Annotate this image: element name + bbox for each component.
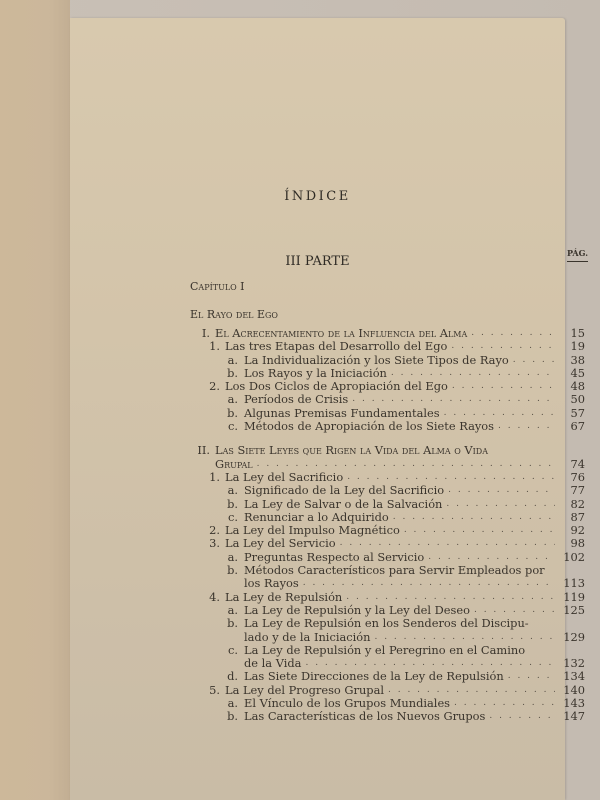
entry-title: Algunas Premisas Fundamentales — [244, 405, 440, 420]
entry-title: La Ley del Impulso Magnético — [225, 523, 400, 538]
entry-page: 50 — [570, 392, 585, 407]
toc-entry-continuation — [192, 631, 585, 644]
entry-number: a. — [227, 602, 238, 617]
leader-dots — [352, 393, 555, 406]
toc-entry-continuation — [192, 577, 585, 590]
toc-entry — [192, 604, 585, 617]
entry-number: b. — [227, 563, 238, 578]
toc-entry — [192, 393, 585, 406]
leader-dots — [388, 684, 555, 697]
leader-dots — [508, 670, 555, 683]
entry-number: a. — [227, 483, 238, 498]
page-title: ÍNDICE — [284, 189, 351, 204]
entry-number: b. — [227, 709, 238, 724]
entry-number: 2. — [209, 379, 220, 394]
entry-page: 125 — [563, 602, 585, 617]
entry-page: 15 — [570, 326, 585, 340]
entry-title: La Individualización y los Siete Tipos de Rayo — [244, 352, 509, 367]
leader-dots — [451, 340, 555, 353]
toc-entry — [192, 644, 585, 657]
leader-dots — [257, 458, 555, 471]
entry-title: Los Rayos y la Iniciación — [244, 365, 387, 380]
leader-dots — [452, 380, 555, 393]
entry-title-continuation: lado y de la Iniciación — [244, 629, 371, 644]
entry-page: 119 — [563, 589, 585, 604]
part-heading: III PARTE — [285, 254, 350, 269]
entry-page: 147 — [563, 709, 585, 724]
left-page-edge — [0, 0, 70, 800]
entry-title: El Vínculo de los Grupos Mundiales — [244, 696, 451, 711]
entry-title: Métodos Característicos para Servir Empleados por — [244, 563, 545, 578]
entry-title-continuation: los Rayos — [244, 576, 299, 591]
entry-number: I. — [201, 326, 210, 340]
entry-page: 92 — [570, 523, 585, 538]
entry-page: 77 — [570, 483, 585, 498]
leader-dots — [489, 710, 555, 723]
entry-number: a. — [227, 549, 238, 564]
entry-title: La Ley del Servicio — [225, 536, 336, 551]
leader-dots — [303, 577, 555, 590]
entry-title: Las Características de los Nuevos Grupos — [244, 709, 486, 724]
entry-page: 76 — [570, 469, 585, 484]
entry-number: b. — [227, 365, 238, 380]
entry-page: 113 — [563, 576, 585, 591]
toc-entry-continuation — [192, 657, 585, 670]
entry-number: 2. — [209, 523, 220, 538]
entry-page: 134 — [563, 669, 585, 684]
entry-page: 57 — [570, 405, 585, 420]
entry-title: Significado de la Ley del Sacrificio — [244, 483, 445, 498]
entry-page: 140 — [563, 682, 585, 697]
toc-entry — [192, 420, 585, 433]
entry-page: 129 — [563, 629, 585, 644]
entry-title: Las tres Etapas del Desarrollo del Ego — [225, 339, 448, 354]
toc-entry — [192, 498, 585, 511]
toc-entry — [192, 340, 585, 353]
entry-page: 19 — [570, 339, 585, 354]
leader-dots — [340, 537, 555, 550]
toc-entry — [192, 591, 585, 604]
toc-entry — [192, 511, 585, 524]
toc-entry — [192, 471, 585, 484]
entry-number: c. — [227, 509, 238, 524]
entry-title: Las Siete Leyes que Rigen la Vida del Alma o Vida — [215, 443, 488, 458]
leader-dots — [471, 327, 555, 340]
table-of-contents — [192, 327, 585, 724]
entry-page: 98 — [570, 536, 585, 551]
entry-number: 1. — [209, 339, 220, 354]
entry-title: Períodos de Crisis — [244, 392, 349, 407]
leader-dots — [446, 498, 555, 511]
entry-title: La Ley de Repulsión y el Peregrino en el Camino — [244, 642, 526, 657]
entry-title: Métodos de Apropiación de los Siete Rayos — [244, 419, 495, 434]
toc-entry — [192, 524, 585, 537]
leader-dots — [498, 420, 555, 433]
leader-dots — [347, 471, 555, 484]
toc-entry — [192, 670, 585, 683]
leader-dots — [428, 551, 555, 564]
chapter-heading: Capítulo I — [190, 280, 245, 293]
entry-title: Las Siete Direcciones de la Ley de Repulsión — [244, 669, 504, 684]
entry-number: 3. — [209, 536, 220, 551]
entry-title: El Acrecentamiento de la Influencia del Alma — [215, 326, 468, 340]
entry-title: La Ley de Repulsión y la Ley del Deseo — [244, 602, 470, 617]
entry-title: La Ley del Progreso Grupal — [225, 682, 385, 697]
entry-number: b. — [227, 405, 238, 420]
entry-page: 48 — [570, 379, 585, 394]
toc-entry — [192, 697, 585, 710]
leader-dots — [448, 484, 555, 497]
entry-page: 143 — [563, 696, 585, 711]
leader-dots — [393, 511, 555, 524]
entry-page: 38 — [570, 352, 585, 367]
entry-number: d. — [227, 669, 238, 684]
entry-number: a. — [227, 352, 238, 367]
entry-title: La Ley de Repulsión — [225, 589, 343, 604]
page-column-label: PÁG. — [567, 248, 588, 262]
book-page — [70, 18, 588, 800]
toc-entry — [192, 327, 585, 340]
leader-dots — [346, 591, 555, 604]
entry-page: 102 — [563, 549, 585, 564]
entry-number: b. — [227, 496, 238, 511]
entry-title: Renunciar a lo Adquirido — [244, 509, 389, 524]
entry-page: 45 — [570, 365, 585, 380]
toc-entry — [192, 367, 585, 380]
entry-number: II. — [197, 443, 210, 458]
entry-title: La Ley de Repulsión en los Senderos del Discipu- — [244, 616, 529, 631]
toc-entry — [192, 380, 585, 393]
entry-page: 67 — [570, 419, 585, 434]
toc-entry-continuation — [192, 458, 585, 471]
leader-dots — [444, 407, 555, 420]
toc-entry — [192, 564, 585, 577]
toc-entry — [192, 551, 585, 564]
leader-dots — [513, 354, 555, 367]
entry-number: 1. — [209, 469, 220, 484]
entry-title: Los Dos Ciclos de Apropiación del Ego — [225, 379, 448, 394]
leader-dots — [454, 697, 555, 710]
entry-title: La Ley de Salvar o de la Salvación — [244, 496, 443, 511]
entry-number: a. — [227, 696, 238, 711]
entry-number: b. — [227, 616, 238, 631]
leader-dots — [474, 604, 555, 617]
toc-entry — [192, 354, 585, 367]
entry-number: 4. — [209, 589, 220, 604]
toc-entry — [192, 444, 585, 457]
toc-entry — [192, 484, 585, 497]
entry-number: a. — [227, 392, 238, 407]
leader-dots — [374, 631, 555, 644]
entry-title: Preguntas Respecto al Servicio — [244, 549, 425, 564]
leader-dots — [391, 367, 555, 380]
entry-title: La Ley del Sacrificio — [225, 469, 344, 484]
entry-number: c. — [227, 642, 238, 657]
toc-entry — [192, 710, 585, 723]
toc-entry — [192, 684, 585, 697]
entry-page: 132 — [563, 656, 585, 671]
toc-entry — [192, 537, 585, 550]
entry-page: 87 — [570, 509, 585, 524]
entry-page: 82 — [570, 496, 585, 511]
leader-dots — [305, 657, 555, 670]
leader-dots — [404, 524, 555, 537]
entry-page: 74 — [570, 456, 585, 471]
entry-title-continuation: Grupal — [215, 456, 253, 471]
chapter-title: El Rayo del Ego — [190, 308, 278, 321]
toc-entry — [192, 617, 585, 630]
toc-entry — [192, 407, 585, 420]
entry-title-continuation: de la Vida — [244, 656, 302, 671]
entry-number: 5. — [209, 682, 220, 697]
entry-number: c. — [227, 419, 238, 434]
